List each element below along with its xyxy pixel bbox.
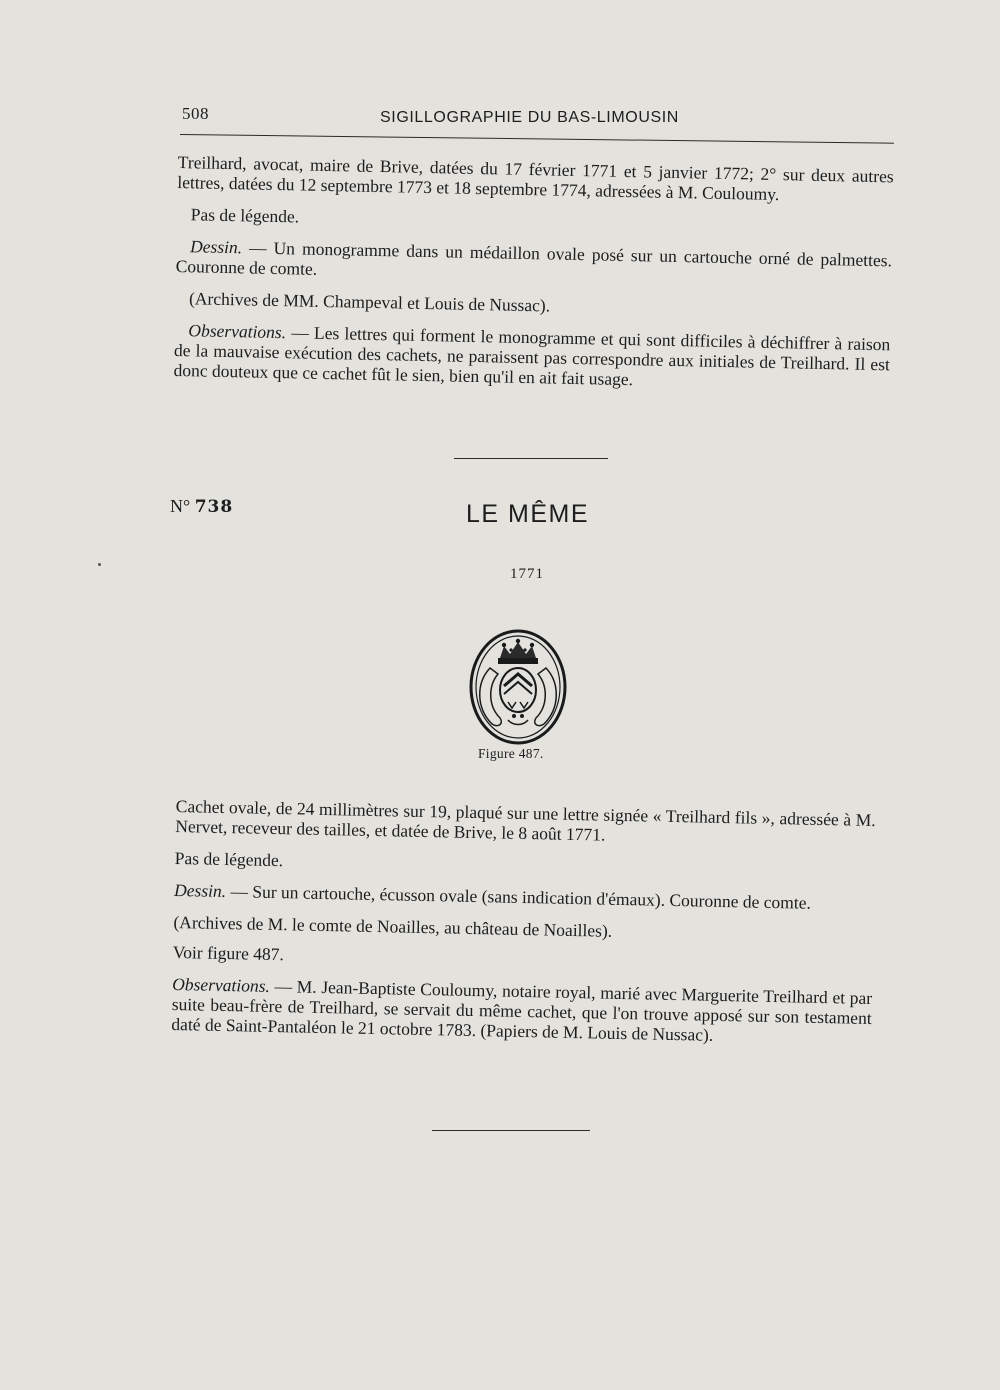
dessin-label: Dessin. <box>189 236 243 258</box>
end-separator <box>432 1130 590 1131</box>
stray-mark <box>98 563 101 566</box>
entry-number-digits: 738 <box>194 497 234 517</box>
observations-text: — M. Jean-Baptiste Couloumy, notaire royal, marié avec Marguerite Treilhard et par suite beau-frère de Treilhard, se servait du même cachet, que l'on trouve apposé sur son testament daté de Saint-Pantaléon le 21 octobre 1783. (Papiers de M. Louis de Nussac). <box>171 975 873 1045</box>
previous-entry <box>173 152 893 394</box>
entry-legend: Pas de légende. <box>174 847 284 871</box>
dessin-label: Dessin. <box>173 879 227 902</box>
entry-number-prefix: N° <box>170 496 191 516</box>
previous-legend: Pas de légende. <box>190 204 300 227</box>
observations-label: Observations. <box>188 320 287 343</box>
entry-observations-paragraph <box>171 974 872 1048</box>
entry-title: LE MÊME <box>466 500 590 528</box>
observations-label: Observations. <box>172 973 271 996</box>
entry-number <box>170 496 233 517</box>
dessin-text: — Un monogramme dans un médaillon ovale posé sur un cartouche orné de palmettes. Couronne de comte. <box>175 237 893 279</box>
section-separator <box>454 458 608 459</box>
entry-body <box>171 796 876 1048</box>
previous-observations-paragraph <box>173 320 890 394</box>
observations-text: — Les lettres qui forment le monogramme et qui sont difficiles à déchiffrer à raison de la mauvaise exécution des cachets, ne paraissent pas correspondre aux initiales de Treilhard. Il est donc douteux que ce cachet fût le sien, bien qu'il en ait fait usage. <box>173 322 891 390</box>
running-title: SIGILLOGRAPHIE DU BAS-LIMOUSIN <box>380 109 679 126</box>
entry-description: Cachet ovale, de 24 millimètres sur 19, plaqué sur une lettre signée « Treilhard fils », adressée à M. Nervet, receveur des tailles, et datée de Brive, le 8 août 1771. <box>175 796 876 845</box>
entry-archives: (Archives de M. le comte de Noailles, au château de Noailles). <box>173 911 613 941</box>
dessin-text: — Sur un cartouche, écusson ovale (sans indication d'émaux). Couronne de comte. <box>225 881 812 913</box>
entry-see-figure: Voir figure 487. <box>172 941 285 965</box>
seal-figure <box>468 628 568 746</box>
page-number: 508 <box>182 104 209 123</box>
page-header <box>178 100 894 140</box>
previous-archives: (Archives de MM. Champeval et Louis de Nussac). <box>188 288 551 316</box>
seal-illustration <box>468 628 568 746</box>
previous-dessin-paragraph <box>176 236 893 290</box>
continuation-paragraph: Treilhard, avocat, maire de Brive, datées du 17 février 1771 et 5 janvier 1772; 2° sur deux autres lettres, datées du 12 septembre 1773 et 18 septembre 1774, adressées à M. Couloumy. <box>177 152 894 205</box>
entry-year: 1771 <box>510 566 544 582</box>
entry-dessin-paragraph <box>174 880 874 914</box>
figure-caption: Figure 487. <box>478 746 544 761</box>
